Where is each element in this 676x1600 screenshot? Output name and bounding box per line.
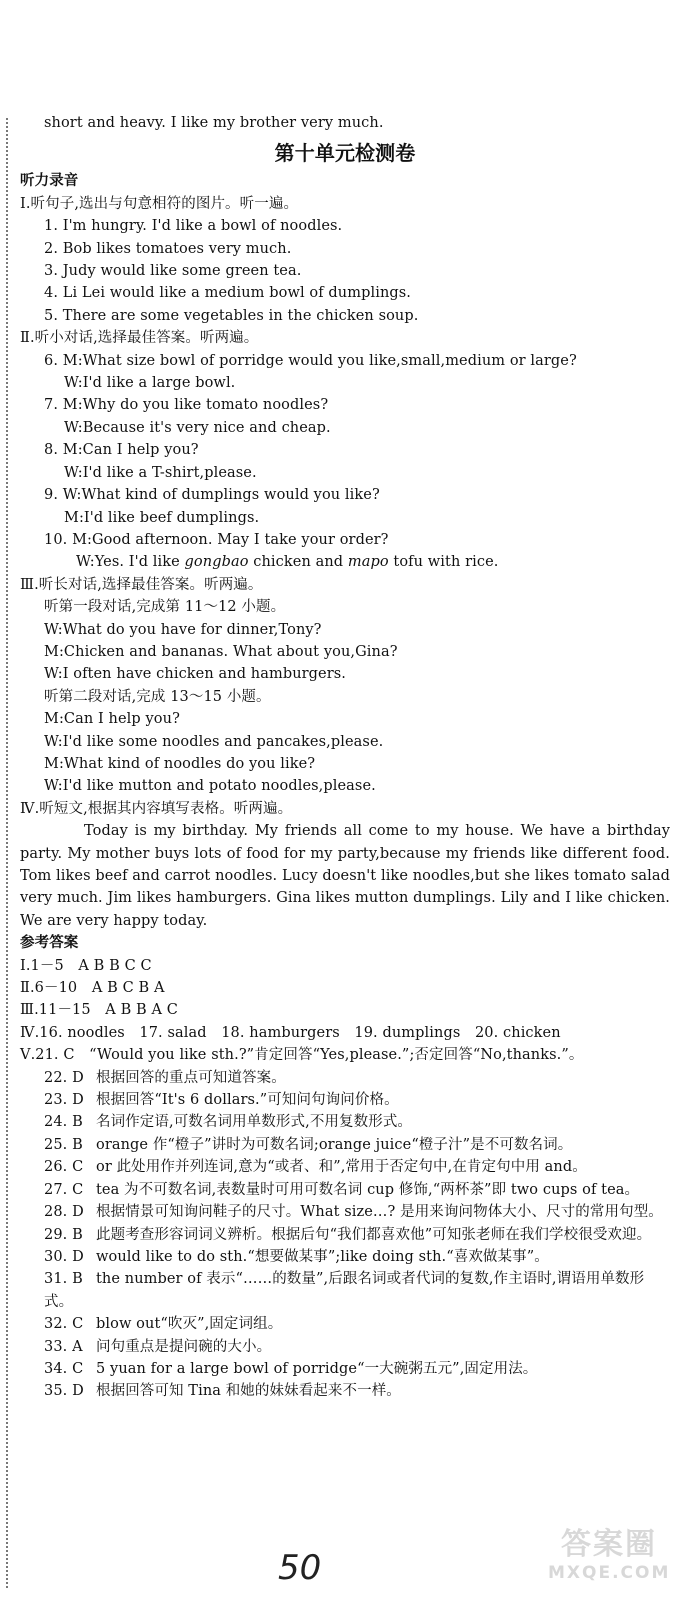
- text-span: W:Yes. I'd like: [76, 554, 185, 571]
- text-span: chicken and: [248, 554, 348, 571]
- explanation-list: [20, 1067, 670, 1403]
- explanation-item: [20, 1268, 670, 1313]
- explanation-item: [20, 1067, 670, 1089]
- answer-explanation: 根据情景可知询问鞋子的尺寸。What size…? 是用来询问物体大小、尺寸的常用句型。: [96, 1204, 663, 1221]
- answer-number: 30. D: [44, 1248, 84, 1265]
- answer-line: Ⅰ.1－5 A B B C C: [20, 957, 152, 974]
- explanation-item: [20, 1134, 670, 1156]
- answer-line: Ⅱ.6－10 A B C B A: [20, 980, 165, 997]
- answer-explanation: 5 yuan for a large bowl of porridge“一大碗粥五元”,固定用法。: [96, 1360, 538, 1377]
- answer-explanation: would like to do sth.“想要做某事”;like doing sth.“喜欢做某事”。: [96, 1248, 549, 1265]
- answer-number: 23. D: [44, 1092, 84, 1109]
- dialogue-line: [20, 551, 670, 573]
- dialogue-line: M:What kind of noodles do you like?: [44, 755, 316, 772]
- explanation-item: [20, 1111, 670, 1133]
- explanation-item: [20, 1336, 670, 1358]
- dialogue-line: 听第一段对话,完成第 11～12 小题。: [44, 599, 286, 616]
- explanation-item: [20, 1224, 670, 1246]
- answer-explanation: 此题考查形容词词义辨析。根据后句“我们都喜欢他”可知张老师在我们学校很受欢迎。: [96, 1226, 652, 1243]
- list-item: 4. Li Lei would like a medium bowl of dumplings.: [44, 285, 412, 302]
- explanation-item: [20, 1089, 670, 1111]
- text-span: tofu with rice.: [388, 554, 499, 571]
- passage: Today is my birthday. My friends all come to my house. We have a birthday party. My mother buys lots of food for my party,because my friends like different food. Tom likes beef and carrot noodles. Lucy doesn't like noodles,but she likes tomato salad very much. Jim likes hamburgers. Gina likes mutton dumplings. Lily and I like chicken. We are very happy today.: [20, 823, 670, 929]
- dialogue-line: W:I'd like a T-shirt,please.: [64, 464, 257, 481]
- answer-number: 27. C: [44, 1181, 84, 1198]
- section-1-heading: Ⅰ.听句子,选出与句意相符的图片。听一遍。: [20, 195, 299, 212]
- explanation-item: [20, 1201, 670, 1223]
- explanation-item: [20, 1179, 670, 1201]
- answer-number: 29. B: [44, 1226, 83, 1243]
- answer-number: 35. D: [44, 1383, 84, 1400]
- watermark-url: MXQE.COM: [548, 1563, 671, 1583]
- explanation-item: [20, 1380, 670, 1402]
- answer-number: 22. D: [44, 1069, 84, 1086]
- explanation-item: [20, 1246, 670, 1268]
- answer-line: Ⅴ.21. C “Would you like sth.?”肯定回答“Yes,please.”;否定回答“No,thanks.”。: [20, 1047, 584, 1064]
- list-item: 2. Bob likes tomatoes very much.: [44, 240, 292, 257]
- answer-number: 26. C: [44, 1159, 84, 1176]
- answer-explanation: blow out“吹灭”,固定词组。: [96, 1316, 283, 1333]
- explanation-item: [20, 1156, 670, 1178]
- answer-explanation: 根据回答的重点可知道答案。: [96, 1069, 286, 1086]
- answer-line: Ⅳ.16. noodles 17. salad 18. hamburgers 19. dumplings 20. chicken: [20, 1024, 561, 1041]
- explanation-item: [20, 1313, 670, 1335]
- dialogue-line: 7. M:Why do you like tomato noodles?: [44, 397, 329, 414]
- section-2-heading: Ⅱ.听小对话,选择最佳答案。听两遍。: [20, 330, 259, 347]
- answer-explanation: tea 为不可数名词,表数量时可用可数名词 cup 修饰,“两杯茶”即 two cups of tea。: [96, 1181, 640, 1198]
- answer-number: 33. A: [44, 1338, 83, 1355]
- list-item: 1. I'm hungry. I'd like a bowl of noodles.: [44, 218, 343, 235]
- answer-explanation: 根据回答可知 Tina 和她的妹妹看起来不一样。: [96, 1383, 401, 1400]
- listening-heading: 听力录音: [20, 173, 79, 190]
- italic-term: gongbao: [184, 554, 249, 571]
- dialogue-line: 6. M:What size bowl of porridge would you like,small,medium or large?: [44, 352, 577, 369]
- answer-explanation: 问句重点是提问碗的大小。: [96, 1338, 272, 1355]
- italic-term: mapo: [347, 554, 389, 571]
- answer-explanation: the number of 表示“……的数量”,后跟名词或者代词的复数,作主语时,谓语用单数形式。: [44, 1271, 645, 1310]
- dialogue-line: 8. M:Can I help you?: [44, 442, 199, 459]
- page-title: 第十单元检测卷: [274, 141, 416, 166]
- intro-line: short and heavy. I like my brother very much.: [44, 115, 384, 131]
- page-content: [20, 112, 670, 1403]
- dialogue-line: W:I'd like a large bowl.: [64, 375, 236, 392]
- list-item: 3. Judy would like some green tea.: [44, 263, 302, 280]
- dialogue-line: M:I'd like beef dumplings.: [64, 509, 260, 526]
- section-3-heading: Ⅲ.听长对话,选择最佳答案。听两遍。: [20, 576, 263, 593]
- explanation-item: [20, 1358, 670, 1380]
- dialogue-line: 9. W:What kind of dumplings would you like?: [44, 487, 380, 504]
- dialogue-line: W:I often have chicken and hamburgers.: [44, 666, 347, 683]
- answer-explanation: or 此处用作并列连词,意为“或者、和”,常用于否定句中,在肯定句中用 and。: [96, 1159, 587, 1176]
- dialogue-line: W:I'd like some noodles and pancakes,please.: [44, 733, 384, 750]
- watermark-text: 答案圈: [561, 1527, 657, 1562]
- dialogue-line: W:I'd like mutton and potato noodles,please.: [44, 778, 376, 795]
- dialogue-line: M:Can I help you?: [44, 711, 180, 728]
- page-number: 50: [278, 1548, 322, 1588]
- answer-explanation: 名词作定语,可数名词用单数形式,不用复数形式。: [96, 1114, 413, 1131]
- answer-number: 24. B: [44, 1114, 83, 1131]
- dialogue-line: W:Because it's very nice and cheap.: [64, 419, 331, 436]
- answer-number: 32. C: [44, 1316, 84, 1333]
- answer-number: 25. B: [44, 1136, 83, 1153]
- dialogue-line: M:Chicken and bananas. What about you,Gina?: [44, 643, 398, 660]
- watermark-logo: [548, 1528, 670, 1590]
- dialogue-line: W:What do you have for dinner,Tony?: [44, 621, 322, 638]
- dialogue-line: 10. M:Good afternoon. May I take your order?: [44, 531, 389, 548]
- binding-dotted-line: [6, 118, 8, 1588]
- answers-heading: 参考答案: [20, 935, 79, 952]
- dialogue-line: 听第二段对话,完成 13～15 小题。: [44, 688, 271, 705]
- answer-line: Ⅲ.11－15 A B B A C: [20, 1002, 178, 1019]
- section-4-heading: Ⅳ.听短文,根据其内容填写表格。听两遍。: [20, 800, 293, 817]
- answer-number: 31. B: [44, 1271, 83, 1288]
- answer-explanation: 根据回答“It's 6 dollars.”可知问句询问价格。: [96, 1092, 399, 1109]
- answer-number: 28. D: [44, 1204, 84, 1221]
- answer-number: 34. C: [44, 1360, 84, 1377]
- list-item: 5. There are some vegetables in the chicken soup.: [44, 307, 419, 324]
- answer-explanation: orange 作“橙子”讲时为可数名词;orange juice“橙子汁”是不可数名词。: [96, 1136, 573, 1153]
